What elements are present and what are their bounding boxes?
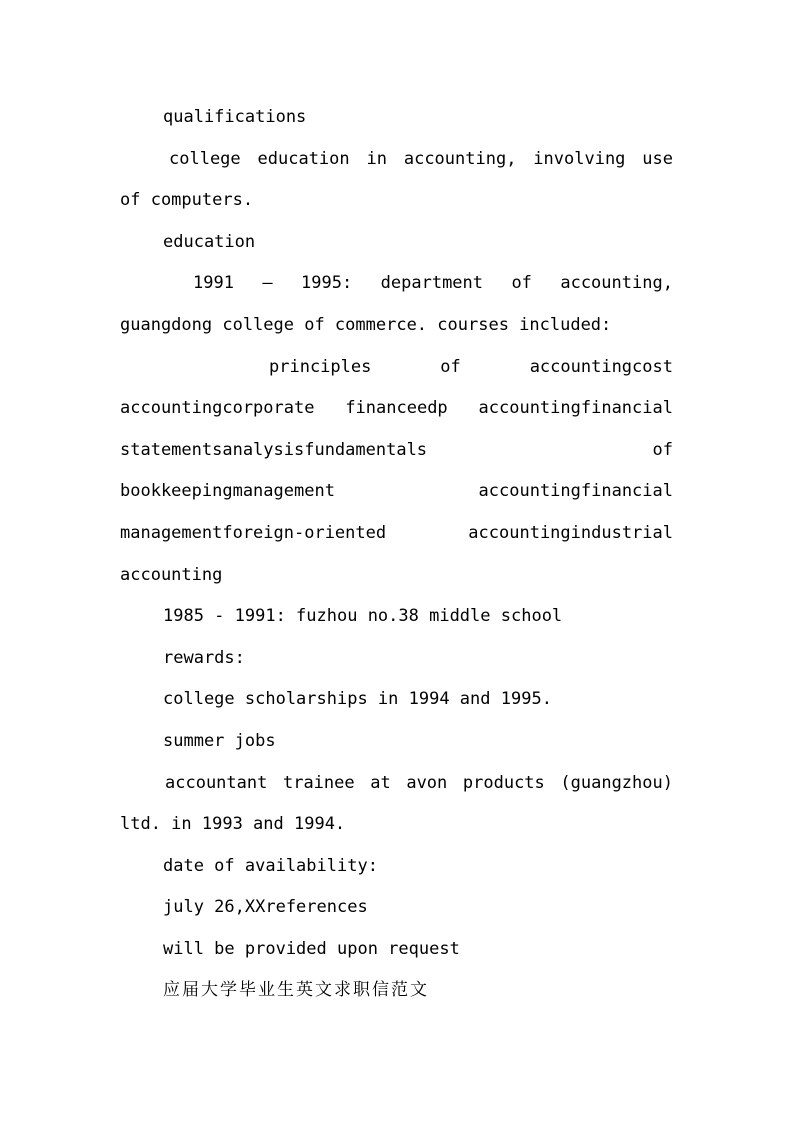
word: accounting, xyxy=(403,148,517,169)
word: accounting, xyxy=(560,273,673,294)
courses-line-5 xyxy=(120,516,673,558)
word: education xyxy=(257,148,350,169)
rewards-text: college scholarships in 1994 and 1995. xyxy=(163,689,552,710)
word: – xyxy=(262,273,273,294)
education-entry-2: 1985 - 1991: fuzhou no.38 middle school xyxy=(163,606,563,627)
next-section-title: 应届大学毕业生英文求职信范文 xyxy=(163,980,429,1001)
word: involving xyxy=(533,148,626,169)
word: accountant xyxy=(165,772,268,793)
courses-line-3 xyxy=(120,433,673,475)
availability-heading: date of availability: xyxy=(163,855,378,876)
education-heading: education xyxy=(163,231,256,252)
word: accountingcorporate xyxy=(120,398,315,419)
word: use xyxy=(642,148,673,169)
word: of xyxy=(440,356,461,377)
word: 1995: xyxy=(301,273,353,294)
word: trainee xyxy=(282,772,355,793)
summer-jobs-line-1 xyxy=(120,766,673,808)
courses-line-1 xyxy=(120,350,673,392)
courses-line-4 xyxy=(120,474,673,516)
education-entry-1-line-1 xyxy=(120,266,673,308)
qualifications-line-1 xyxy=(120,142,673,184)
rewards-heading: rewards: xyxy=(163,647,245,668)
summer-jobs-line-2: ltd. in 1993 and 1994. xyxy=(120,814,346,835)
word: of xyxy=(652,439,673,460)
courses-line-2 xyxy=(120,391,673,433)
word: products xyxy=(462,772,545,793)
word: accountingfinancial xyxy=(478,398,673,419)
courses-line-6: accounting xyxy=(120,564,223,585)
word: bookkeepingmanagement xyxy=(120,481,335,502)
word: college xyxy=(169,148,241,169)
word: in xyxy=(366,148,387,169)
document-body xyxy=(120,100,673,1015)
references-text: will be provided upon request xyxy=(163,938,460,959)
word: accountingfinancial xyxy=(478,481,673,502)
word: accountingindustrial xyxy=(468,522,673,543)
qualifications-heading: qualifications xyxy=(163,107,307,127)
word: financeedp xyxy=(345,398,448,419)
availability-text: july 26,XXreferences xyxy=(163,897,368,918)
word: managementforeign-oriented xyxy=(120,522,387,543)
word: (guangzhou) xyxy=(560,772,673,793)
summer-jobs-heading: summer jobs xyxy=(163,730,276,751)
word: principles xyxy=(269,356,372,377)
word: statementsanalysisfundamentals xyxy=(120,439,428,460)
word: of xyxy=(511,273,532,294)
education-entry-1-line-2: guangdong college of commerce. courses included: xyxy=(120,314,612,335)
word: department xyxy=(380,273,484,294)
qualifications-line-2: of computers. xyxy=(120,190,254,211)
word: accountingcost xyxy=(529,356,673,377)
word: at xyxy=(370,772,391,793)
word: avon xyxy=(406,772,448,793)
word: 1991 xyxy=(193,273,234,294)
